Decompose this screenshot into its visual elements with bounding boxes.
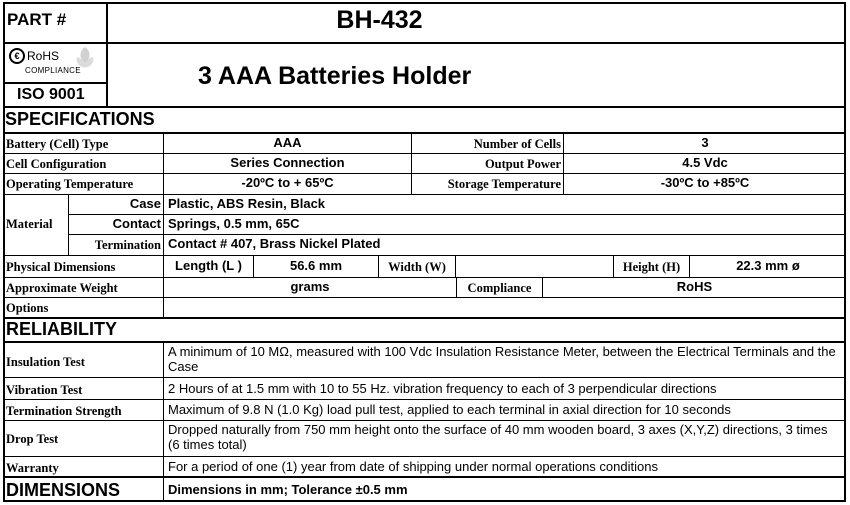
compliance-value: RoHS [676,279,713,294]
iso-certification: ISO 9001 [17,86,85,103]
row-line-6 [3,255,846,256]
output-power-value: 4.5 Vdc [682,155,728,170]
approx-weight-label: Approximate Weight [6,281,118,295]
rel-line-3 [3,420,846,421]
battery-type-value: AAA [273,135,302,150]
length-value: 56.6 mm [289,258,343,273]
header-vertical-divider [106,2,108,106]
material-contact-value: Springs, 0.5 mm, 65C [168,216,300,231]
storage-temp-label: Storage Temperature [447,177,561,191]
header-divider [3,42,846,44]
rohs-text: RoHS [27,49,60,63]
row-line-3 [3,194,846,195]
reliability-top-border [3,317,846,319]
physical-dimensions-label: Physical Dimensions [6,260,116,274]
height-label: Height (H) [622,260,681,274]
rel-line-4 [3,456,846,457]
termination-strength-value: Maximum of 9.8 N (1.0 Kg) load pull test, applied to each terminal in axial direction for 10 seconds [168,402,731,417]
approx-weight-value: grams [290,279,330,294]
length-label: Length (L ) [175,258,242,273]
insulation-label: Insulation Test [6,355,85,369]
grid-v-pd3 [455,256,456,277]
rohs-logo [5,45,104,81]
operating-temp-label: Operating Temperature [6,177,134,191]
vibration-label: Vibration Test [6,383,83,397]
dimensions-note: Dimensions in mm; Tolerance ±0.5 mm [168,482,408,497]
row-line-1 [3,153,846,154]
number-of-cells-label: Number of Cells [473,137,561,151]
warranty-value: For a period of one (1) year from date of shipping under normal operations conditions [168,459,658,474]
number-of-cells-value: 3 [701,135,709,150]
row-line-8 [3,297,846,298]
specifications-heading: SPECIFICATIONS [5,109,155,129]
row-line-4 [68,214,846,215]
logo-divider [3,82,107,84]
material-case-label: Case [129,196,161,211]
material-label: Material [6,217,53,231]
rel-line-1 [3,377,846,378]
cell-config-label: Cell Configuration [6,157,107,171]
drop-value: Dropped naturally from 750 mm height onto the surface of 40 mm wooden board, 3 axes (X,Y,Z) directions, 3 times (6 times total) [168,422,828,452]
material-case-value: Plastic, ABS Resin, Black [168,196,326,211]
options-label: Options [6,301,49,315]
rohs-compliance-text: COMPLIANCE [25,66,81,75]
part-number: BH-432 [336,6,423,34]
insulation-value: A minimum of 10 MΩ, measured with 100 Vdc Insulation Resistance Meter, between the Electrical Terminals and the Case [168,344,836,374]
specs-heading-border [3,132,846,134]
dimensions-top-border [3,476,846,478]
material-termination-label: Termination [94,238,161,252]
rel-line-2 [3,399,846,400]
cell-config-value: Series Connection [230,155,345,170]
row-line-2 [3,173,846,174]
grid-v-dimensions [163,477,164,501]
material-contact-label: Contact [112,216,161,231]
operating-temp-value: -20ºC to + 65ºC [241,175,334,190]
termination-strength-label: Termination Strength [6,404,122,418]
row-line-7 [3,277,846,278]
ce-mark-icon: € [9,48,25,64]
reliability-heading-border [3,341,846,343]
storage-temp-value: -30ºC to +85ºC [660,175,750,190]
reliability-heading: RELIABILITY [6,319,117,339]
row-line-5 [68,234,846,235]
height-value: 22.3 mm ø [736,258,800,273]
warranty-label: Warranty [6,461,59,475]
dimensions-heading: DIMENSIONS [6,480,121,500]
specs-top-border [3,106,846,108]
drop-label: Drop Test [6,432,59,446]
product-title: 3 AAA Batteries Holder [198,62,472,90]
part-label: PART # [7,10,67,29]
width-label: Width (W) [388,260,446,274]
battery-type-label: Battery (Cell) Type [6,137,109,151]
material-termination-value: Contact # 407, Brass Nickel Plated [168,236,381,251]
compliance-label: Compliance [467,281,532,295]
vibration-value: 2 Hours of at 1.5 mm with 10 to 55 Hz. vibration frequency to each of 3 perpendicular directions [168,381,717,396]
output-power-label: Output Power [484,157,561,171]
